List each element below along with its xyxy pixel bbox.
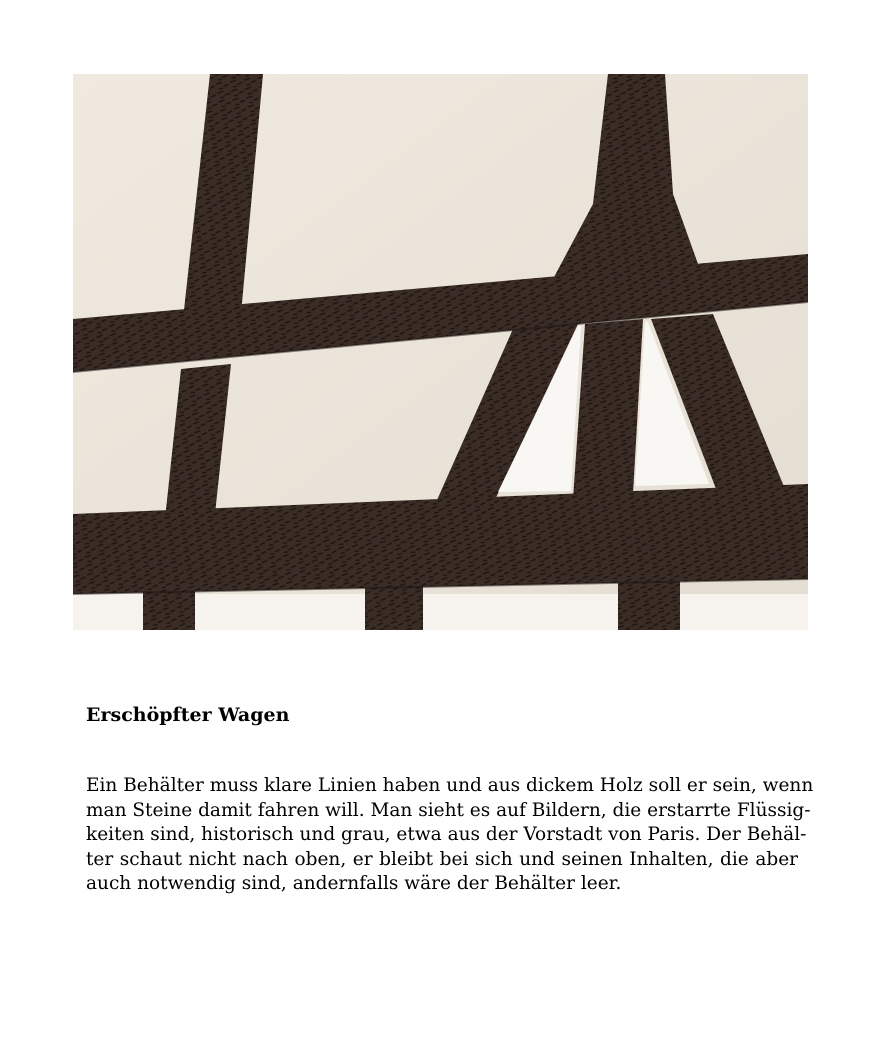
bottom-post-1 (143, 590, 195, 630)
half-timbered-wall-photo (73, 74, 808, 630)
poem-line: auch notwendig sind, andernfalls wäre der Behälter leer. (86, 873, 622, 894)
timber-frame-illustration (73, 74, 808, 630)
poem-body (86, 774, 814, 897)
poem-line: Ein Behälter muss klare Linien haben und aus dickem Holz soll er sein, wenn (86, 775, 814, 796)
central-post (573, 319, 643, 499)
poem-title: Erschöpfter Wagen (86, 704, 290, 726)
poem-line: ter schaut nicht nach oben, er bleibt bei sich und seinen Inhalten, die aber (86, 848, 798, 870)
bottom-post-2 (365, 586, 423, 630)
poem-line: man Steine damit fahren will. Man sieht es auf Bildern, die erstarrte Flüssig- (86, 799, 811, 821)
poem-line: keiten sind, historisch und grau, etwa aus der Vorstadt von Paris. Der Behäl- (86, 824, 807, 845)
bottom-post-3 (618, 580, 680, 630)
